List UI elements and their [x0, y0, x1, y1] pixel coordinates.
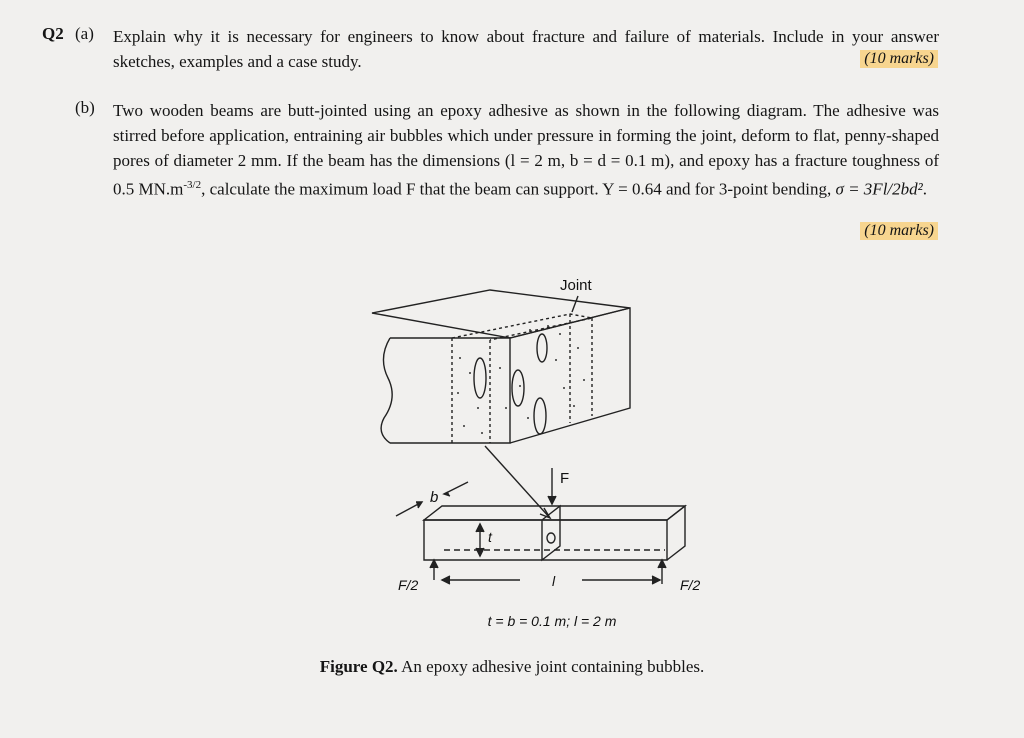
- part-b-exponent: -3/2: [183, 179, 202, 191]
- figure-q2-diagram: [360, 268, 700, 633]
- label-t: t: [488, 529, 492, 545]
- t-arrowhead-bottom: [476, 548, 484, 556]
- joint-leader-line: [572, 296, 578, 312]
- part-b-formula: σ = 3Fl/2bd²: [835, 179, 923, 199]
- part-b-marks: (10 marks): [860, 222, 938, 240]
- figure-caption: [0, 657, 1024, 677]
- part-b-text: [113, 98, 939, 202]
- l-arrowhead-left: [442, 576, 450, 584]
- block-front-face: [390, 338, 510, 443]
- pore-ellipse-1: [474, 358, 486, 398]
- support-right-arrowhead: [658, 560, 666, 568]
- block-top-face: [372, 290, 630, 338]
- part-a-text: Explain why it is necessary for engineers to know about fracture and failure of materials. Include in your answer sketches, examples and a case study.: [113, 27, 939, 71]
- dimensions-text: t = b = 0.1 m; l = 2 m: [487, 613, 617, 629]
- pore-ellipse-2: [512, 370, 524, 406]
- label-f2-right: F/2: [680, 577, 700, 593]
- beam-joint-pore: [547, 533, 555, 543]
- epoxy-stipple: [457, 325, 585, 434]
- joint-layer: [452, 314, 592, 443]
- beam-top-face: [424, 506, 685, 520]
- block-left-edge: [381, 338, 392, 443]
- label-b: b: [430, 489, 439, 506]
- label-f2-left: F/2: [398, 577, 419, 593]
- support-left-arrowhead: [430, 560, 438, 568]
- beam-front-face: [424, 520, 667, 560]
- joint-to-beam-line: [485, 446, 550, 518]
- caption-text: An epoxy adhesive joint containing bubbles.: [397, 657, 705, 676]
- part-a-marks: (10 marks): [860, 50, 938, 68]
- part-b-text-rest: , calculate the maximum load F that the beam can support. Y = 0.64 and for 3-point bending,: [201, 179, 836, 199]
- beam-end-face: [667, 506, 685, 560]
- t-arrowhead-top: [476, 524, 484, 532]
- part-b-text-end: .: [922, 179, 927, 199]
- l-arrowhead-right: [652, 576, 660, 584]
- pore-ellipse-4: [537, 334, 547, 362]
- label-l: l: [552, 573, 556, 589]
- question-number-label: Q2: [42, 24, 64, 43]
- label-force-f: F: [560, 470, 570, 487]
- part-b-label: (b): [75, 98, 95, 117]
- caption-label: Figure Q2.: [319, 657, 398, 676]
- part-a-label: (a): [75, 24, 94, 43]
- pore-ellipse-3: [534, 398, 546, 434]
- force-f-arrowhead: [548, 496, 556, 504]
- question-number: [42, 24, 64, 44]
- part-b-text-main: Two wooden beams are butt-jointed using an epoxy adhesive as shown in the following diagram. The adhesive was stirred before application, entraining air bubbles which under pressure in forming the joint, deform to flat, penny-shaped pores of diameter 2 mm. If the beam has the dimensions (l = 2 m, b = d = 0.1 m), and epoxy has a fracture toughness of 0.5 MN.m: [113, 101, 939, 199]
- b-arrowhead-right: [444, 492, 450, 496]
- label-joint: Joint: [560, 277, 592, 294]
